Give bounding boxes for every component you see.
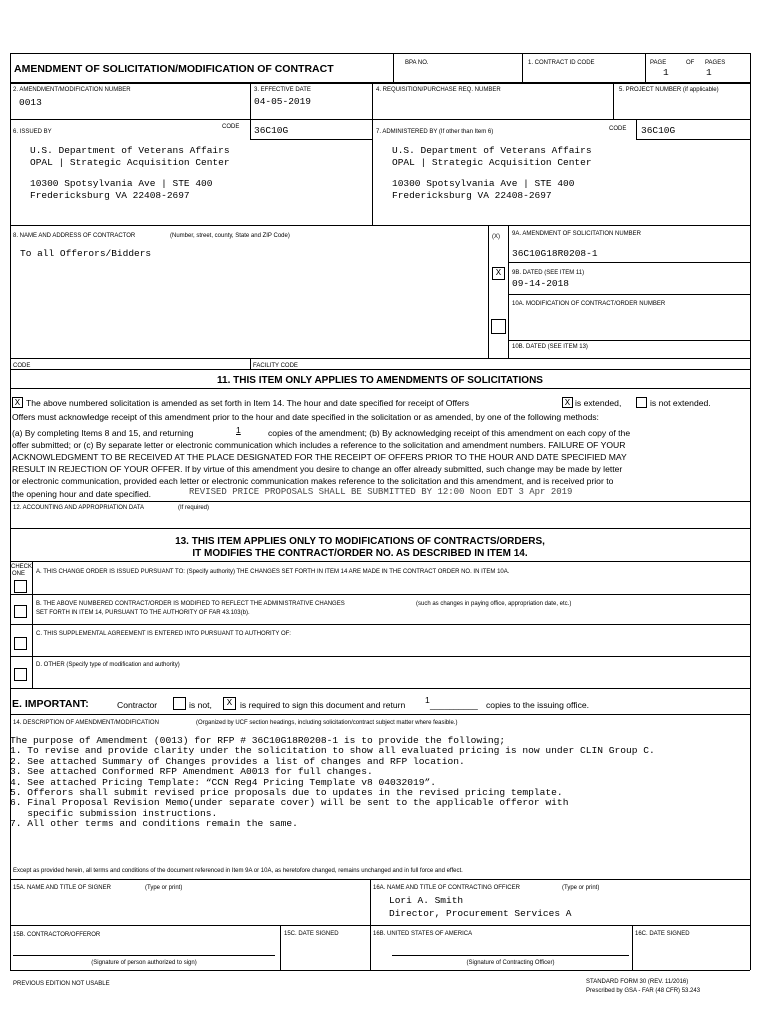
pages-label: PAGES [705,60,726,66]
page-count[interactable]: 1 [706,67,712,78]
form-title: AMENDMENT OF SOLICITATION/MODIFICATION OF CONTRACT [14,63,334,75]
item-12-label: 12. ACCOUNTING AND APPROPRIATION DATA [13,505,145,511]
page-label: PAGE [650,60,667,66]
item-9b-label: 9B. DATED (SEE ITEM 11) [512,270,585,276]
administered-by-label: 7. ADMINISTERED BY (If other than Item 6) [376,129,494,135]
amendment-number[interactable]: 0013 [19,97,42,108]
item-11-line-3b: copies of the amendment; (b) By acknowledging receipt of this amendment on each copy of the [268,428,631,438]
not-extended-label: is not extended. [650,398,711,408]
item-14-hint: (Organized by UCF section headings, including solicitation/contract subject matter where feasible.) [196,720,458,726]
is-required-checkbox[interactable]: X [223,697,236,710]
important-tail: copies to the issuing office. [486,700,590,710]
prescribed-by: Prescribed by GSA - FAR (48 CFR) 53.243 [586,988,701,994]
contractor-label-hint: (Number, street, county, State and ZIP Code) [170,233,290,239]
item-11-checkbox[interactable]: X [12,397,23,408]
description-list [10,736,655,830]
extended-checkbox[interactable]: X [562,397,573,408]
item-11-line-7: or electronic communication, provided each letter or electronic communication makes reference to the solicitation and this amendment, and is received prior to [12,476,614,486]
item-13b-text-1: B. THE ABOVE NUMBERED CONTRACT/ORDER IS MODIFIED TO REFLECT THE ADMINISTRATIVE CHANGES [36,601,345,607]
description-line: 4. See attached Pricing Template: “CCN Reg4 Pricing Template v8 04032019”. [10,776,437,788]
contract-id-label: 1. CONTRACT ID CODE [528,60,595,66]
facility-code-label: FACILITY CODE [253,363,298,369]
item-13b-checkbox[interactable] [14,605,27,618]
item-11-line-4: offer submitted; or (c) By separate letter or electronic communication which includes a reference to the solicitation and amendment numbers. FAILURE OF YOUR [12,440,626,450]
item-10-checkbox[interactable] [491,319,506,334]
code-label: CODE [13,363,31,369]
contractor-label: 8. NAME AND ADDRESS OF CONTRACTOR [13,233,136,239]
item-11-line-1: The above numbered solicitation is amended as set forth in Item 14. The hour and date specified for receipt of Offers [26,398,469,408]
important-label: E. IMPORTANT: [12,698,89,710]
item-13b-text-2: SET FORTH IN ITEM 14, PURSUANT TO THE AUTHORITY OF FAR 43.103(b). [36,610,250,616]
item-13d-checkbox[interactable] [14,668,27,681]
copies-returned[interactable]: 1 [236,425,241,435]
item-11-heading: 11. THIS ITEM ONLY APPLIES TO AMENDMENTS OF SOLICITATIONS [217,375,543,386]
check-one-label-2: ONE [12,571,26,577]
item-11-line-3a: (a) By completing Items 8 and 15, and returning [12,428,194,438]
is-not-checkbox[interactable] [173,697,186,710]
signer-15a-hint: (Type or print) [145,885,183,891]
item-12-hint: (If required) [178,505,210,511]
signer-16a-hint: (Type or print) [562,885,600,891]
admin-line-4: Fredericksburg VA 22408-2697 [392,190,552,201]
date-15c-label: 15C. DATE SIGNED [284,931,339,937]
admin-line-3: 10300 Spotsylvania Ave | STE 400 [392,178,575,189]
item-13-heading-2: IT MODIFIES THE CONTRACT/ORDER NO. AS DESCRIBED IN ITEM 14. [192,548,528,559]
check-one-label-1: CHECK [11,564,33,570]
revised-price-note: REVISED PRICE PROPOSALS SHALL BE SUBMITTED BY 12:00 Noon EDT 3 Apr 2019 [189,487,573,497]
signature-15-caption: (Signature of person authorized to sign) [91,960,197,966]
item-10a-label: 10A. MODIFICATION OF CONTRACT/ORDER NUMBER [512,301,666,307]
item-14-label: 14. DESCRIPTION OF AMENDMENT/MODIFICATION [13,720,159,726]
issued-line-3: 10300 Spotsylvania Ave | STE 400 [30,178,213,189]
not-extended-checkbox[interactable] [636,397,647,408]
return-copies[interactable]: 1 [425,695,430,705]
description-line: 2. See attached Summary of Changes provides a list of changes and RFP location. [10,755,465,767]
description-line: 7. All other terms and conditions remain the same. [10,818,298,830]
is-required-label: is required to sign this document and return [240,700,406,710]
description-line: 1. To revise and provide clarity under the solicitation to show all evaluated pricing is now under CLIN Group C. [10,745,655,757]
item-13a-text: A. THIS CHANGE ORDER IS ISSUED PURSUANT TO: (Specify authority) THE CHANGES SET FORTH IN ITEM 14 ARE MADE IN THE CONTRACT ORDER NO. IN ITEM 10A. [36,569,510,575]
item-9a-label: 9A. AMENDMENT OF SOLICITATION NUMBER [512,231,642,237]
contracting-officer-name: Lori A. Smith [389,895,464,906]
issued-line-1: U.S. Department of Veterans Affairs [30,145,230,156]
contractor-name[interactable]: To all Offerors/Bidders [20,248,152,259]
project-number-label: 5. PROJECT NUMBER (if applicable) [619,87,719,93]
issued-code-label: CODE [222,124,240,130]
description-line: 6. Final Proposal Revision Memo(under separate cover) will be sent to the applicable offeror with [10,797,569,809]
issued-line-2: OPAL | Strategic Acquisition Center [30,157,230,168]
effective-date-label: 3. EFFECTIVE DATE [254,87,311,93]
page-number[interactable]: 1 [663,67,669,78]
requisition-label: 4. REQUISITION/PURCHASE REQ. NUMBER [376,87,501,93]
item-11-line-8: the opening hour and date specified. [12,489,152,499]
contractor-15b-label: 15B. CONTRACTOR/OFFEROR [13,932,101,938]
issued-by-label: 6. ISSUED BY [13,129,52,135]
admin-code[interactable]: 36C10G [641,125,676,136]
signature-line-15 [13,955,275,956]
issued-line-4: Fredericksburg VA 22408-2697 [30,190,190,201]
important-contractor: Contractor [117,700,158,710]
item-13b-hint: (such as changes in paying office, appropriation date, etc.) [416,601,572,607]
signature-line-16 [392,955,629,956]
item-13c-checkbox[interactable] [14,637,27,650]
signer-16a-label: 16A. NAME AND TITLE OF CONTRACTING OFFICER [373,885,520,891]
item-9b-checkbox[interactable]: X [492,267,505,280]
issued-code[interactable]: 36C10G [254,125,289,136]
previous-edition-note: PREVIOUS EDITION NOT USABLE [13,981,110,987]
description-line: specific submission instructions. [10,807,218,819]
is-not-label: is not, [189,700,212,710]
item-11-line-5: ACKNOWLEDGMENT TO BE RECEIVED AT THE PLACE DESIGNATED FOR THE RECEIPT OF OFFERS PRIOR TO THE HOUR AND DATE SPECIFIED MAY [12,452,627,462]
description-line: 5. Offerors shall submit revised price proposals due to updates in the revised pricing template. [10,787,563,799]
form-number: STANDARD FORM 30 (REV. 11/2016) [586,979,689,985]
usa-16b-label: 16B. UNITED STATES OF AMERICA [373,931,473,937]
admin-line-1: U.S. Department of Veterans Affairs [392,145,592,156]
admin-line-2: OPAL | Strategic Acquisition Center [392,157,592,168]
of-label: OF [686,60,695,66]
item-13-heading-1: 13. THIS ITEM APPLIES ONLY TO MODIFICATIONS OF CONTRACTS/ORDERS, [175,536,545,547]
admin-code-label: CODE [609,126,627,132]
item-13d-text: D. OTHER (Specify type of modification and authority) [36,662,180,668]
item-13c-text: C. THIS SUPPLEMENTAL AGREEMENT IS ENTERED INTO PURSUANT TO AUTHORITY OF: [36,631,291,637]
solicitation-date[interactable]: 09-14-2018 [512,278,570,289]
item-13a-checkbox[interactable] [14,580,27,593]
signer-15a-label: 15A. NAME AND TITLE OF SIGNER [13,885,111,891]
item-14-footer: Except as provided herein, all terms and conditions of the document referenced in Item 9A or 10A, as heretofore changed, remains unchanged and in full force and effect. [13,868,463,874]
date-16c-label: 16C. DATE SIGNED [635,931,690,937]
effective-date[interactable]: 04-05-2019 [254,96,312,107]
amendment-number-label: 2. AMENDMENT/MODIFICATION NUMBER [13,87,131,93]
return-copies-blank: __________ [430,700,478,710]
extended-label: is extended, [575,398,622,408]
contracting-officer-title: Director, Procurement Services A [389,908,572,919]
bpa-label: BPA NO. [405,60,429,66]
item-11-line-2: Offers must acknowledge receipt of this amendment prior to the hour and date specified in the solicitation or as amended, by one of the following methods: [12,412,599,422]
description-line: 3. See attached Conformed RFP Amendment A0013 for full changes. [10,766,373,778]
description-line: The purpose of Amendment (0013) for RFP # 36C10G18R0208-1 is to provide the following; [10,735,506,746]
signature-16-caption: (Signature of Contracting Officer) [466,960,555,966]
x-column-label: (X) [492,234,500,240]
item-11-line-6: RESULT IN REJECTION OF YOUR OFFER. If by virtue of this amendment you desire to change an offer already submitted, such change may be made by letter [12,464,623,474]
item-10b-label: 10B. DATED (SEE ITEM 13) [512,344,588,350]
solicitation-number[interactable]: 36C10G18R0208-1 [512,248,598,259]
